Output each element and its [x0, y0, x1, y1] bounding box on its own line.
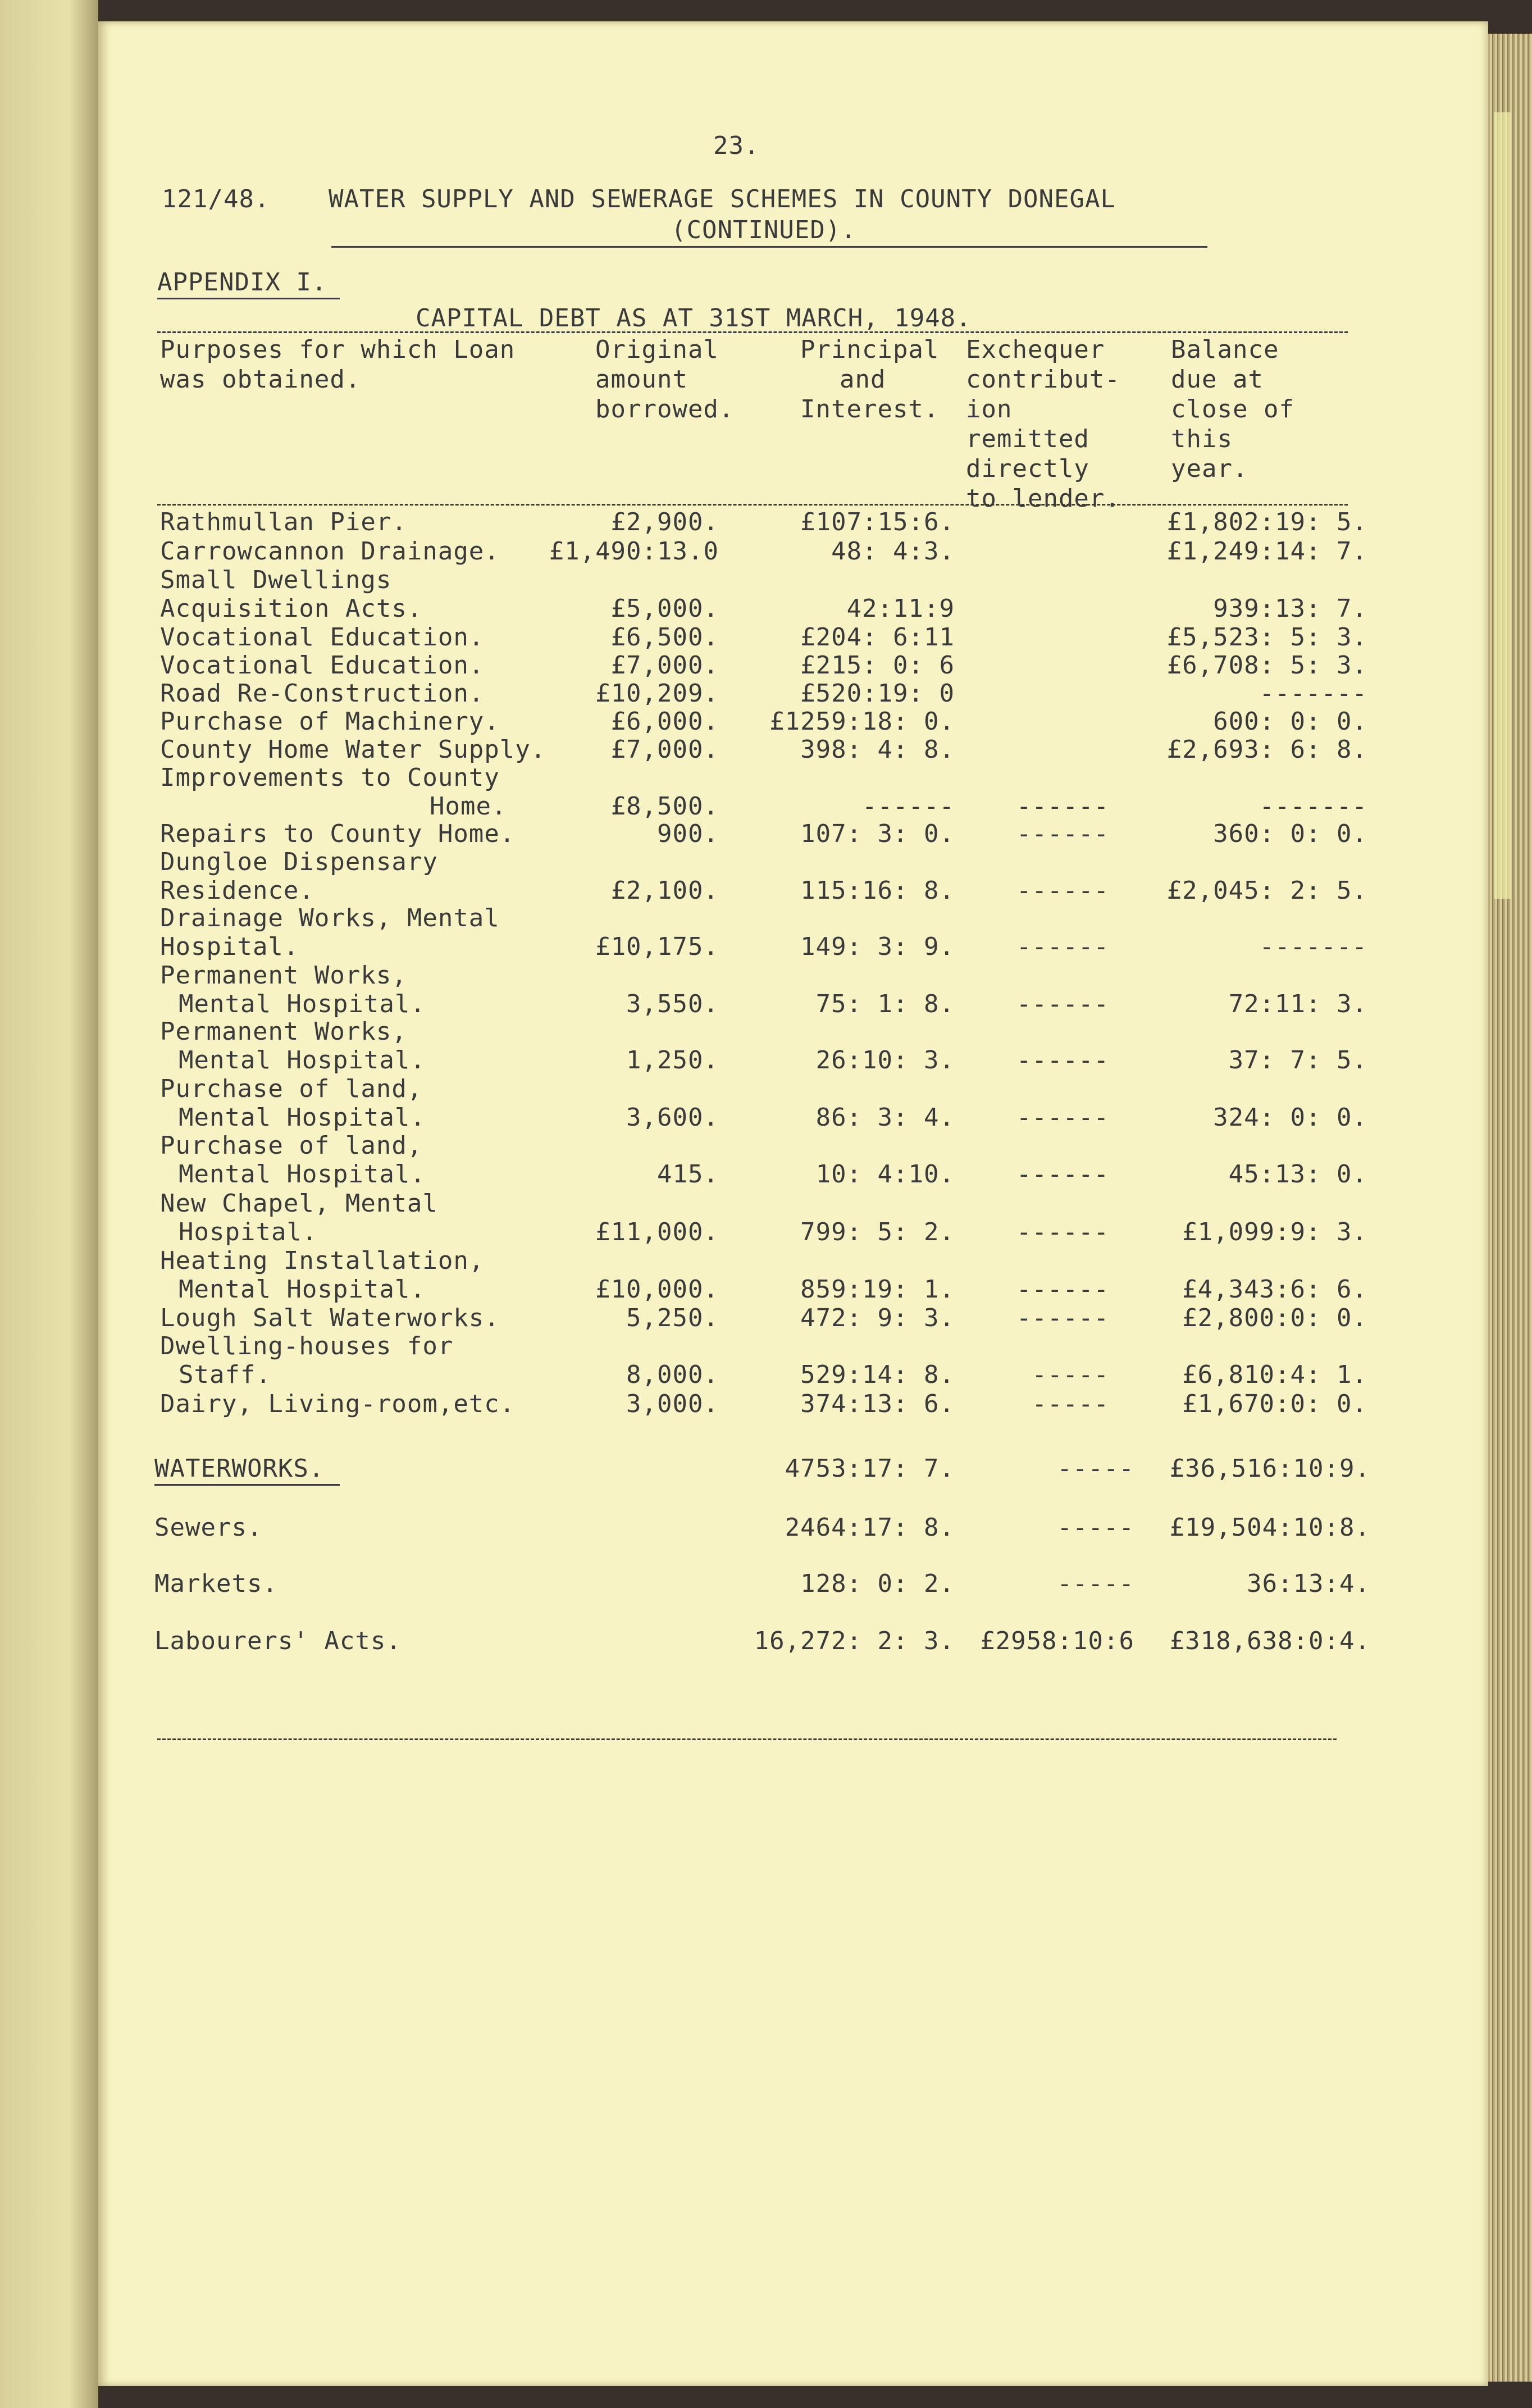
header-exchequer: Exchequer: [966, 335, 1105, 364]
row-principal-interest: £107:15:6.: [800, 508, 955, 536]
row-purpose: Hospital.: [179, 1218, 318, 1246]
row-original-amount: 1,250.: [626, 1046, 719, 1075]
row-principal-interest: £1259:18: 0.: [769, 707, 955, 736]
header-principal: Principal: [800, 335, 940, 364]
row-balance: 37: 7: 5.: [1228, 1046, 1367, 1075]
row-principal-interest: £215: 0: 6: [800, 651, 955, 680]
table-top-rule: [157, 331, 1348, 333]
row-purpose: Improvements to County: [160, 763, 500, 792]
row-balance: 360: 0: 0.: [1213, 820, 1367, 848]
row-purpose: Staff.: [179, 1360, 271, 1389]
row-balance: £6,810:4: 1.: [1182, 1360, 1367, 1389]
row-purpose: Heating Installation,: [160, 1246, 485, 1275]
row-balance: £2,693: 6: 8.: [1166, 735, 1367, 764]
row-balance: 324: 0: 0.: [1213, 1103, 1367, 1132]
summary-label: Markets.: [154, 1569, 278, 1598]
row-balance: -------: [1259, 932, 1367, 961]
row-purpose: Small Dwellings: [160, 566, 392, 594]
row-purpose: Purchase of land,: [160, 1075, 423, 1103]
row-balance: £1,249:14: 7.: [1166, 537, 1367, 566]
row-purpose: Carrowcannon Drainage.: [160, 537, 500, 566]
row-balance: 600: 0: 0.: [1213, 707, 1367, 736]
row-balance: £4,343:6: 6.: [1182, 1275, 1367, 1304]
header-exchequer: remitted: [966, 425, 1089, 453]
row-balance: 72:11: 3.: [1228, 990, 1367, 1018]
row-purpose: Rathmullan Pier.: [160, 508, 407, 536]
row-purpose: County Home Water Supply.: [160, 735, 546, 764]
row-purpose: Permanent Works,: [160, 961, 407, 990]
header-exchequer: contribut-: [966, 365, 1120, 394]
row-exchequer: ------: [1016, 820, 1109, 848]
row-principal-interest: 42:11:9: [846, 594, 955, 623]
row-purpose: Dairy, Living-room,etc.: [160, 1390, 516, 1418]
header-balance: year.: [1171, 454, 1248, 483]
row-principal-interest: 115:16: 8.: [800, 876, 955, 905]
header-original: amount: [595, 365, 688, 394]
summary-exchequer: -----: [1057, 1454, 1134, 1483]
row-purpose: Purchase of land,: [160, 1131, 423, 1160]
row-balance: £5,523: 5: 3.: [1166, 623, 1367, 652]
row-balance: -------: [1259, 679, 1367, 708]
row-purpose: Home.: [430, 792, 507, 821]
row-purpose: Purchase of Machinery.: [160, 707, 500, 736]
row-exchequer: ------: [1016, 1275, 1109, 1304]
row-principal-interest: 75: 1: 8.: [815, 990, 955, 1018]
row-principal-interest: 86: 3: 4.: [815, 1103, 955, 1132]
row-principal-interest: 472: 9: 3.: [800, 1304, 955, 1332]
row-original-amount: £8,500.: [610, 792, 719, 821]
row-original-amount: £7,000.: [610, 735, 719, 764]
row-principal-interest: 398: 4: 8.: [800, 735, 955, 764]
row-principal-interest: 799: 5: 2.: [800, 1218, 955, 1246]
row-principal-interest: 48: 4:3.: [831, 537, 955, 566]
header-balance: Balance: [1171, 335, 1279, 364]
row-purpose: Dwelling-houses for: [160, 1332, 454, 1360]
row-original-amount: £10,175.: [595, 932, 719, 961]
row-principal-interest: 859:19: 1.: [800, 1275, 955, 1304]
summary-exchequer: -----: [1057, 1569, 1134, 1598]
summary-exchequer: £2958:10:6: [980, 1627, 1134, 1655]
row-balance: £1,670:0: 0.: [1182, 1390, 1367, 1418]
waterworks-underline: [154, 1484, 340, 1486]
row-exchequer: -----: [1032, 1360, 1109, 1389]
row-purpose: Mental Hospital.: [179, 1160, 426, 1189]
summary-label: Labourers' Acts.: [154, 1627, 402, 1655]
row-original-amount: £2,100.: [610, 876, 719, 905]
summary-principal-interest: 128: 0: 2.: [800, 1569, 955, 1598]
row-original-amount: 900.: [657, 820, 719, 848]
row-principal-interest: £520:19: 0: [800, 679, 955, 708]
header-purpose: was obtained.: [160, 365, 361, 394]
row-original-amount: 5,250.: [626, 1304, 719, 1332]
row-purpose: Mental Hospital.: [179, 1275, 426, 1304]
row-purpose: Repairs to County Home.: [160, 820, 516, 848]
document-title-continued: (CONTINUED).: [671, 216, 856, 244]
row-purpose: New Chapel, Mental: [160, 1189, 438, 1218]
row-original-amount: 3,000.: [626, 1390, 719, 1418]
header-bottom-rule: [157, 504, 1348, 506]
row-original-amount: 3,550.: [626, 990, 719, 1018]
row-balance: £1,802:19: 5.: [1166, 508, 1367, 536]
row-exchequer: ------: [1016, 990, 1109, 1018]
summary-principal-interest: 2464:17: 8.: [785, 1513, 955, 1542]
document-title: WATER SUPPLY AND SEWERAGE SCHEMES IN COUNTY DONEGAL: [329, 185, 1116, 213]
row-principal-interest: 529:14: 8.: [800, 1360, 955, 1389]
row-principal-interest: £204: 6:11: [800, 623, 955, 652]
summary-label: Sewers.: [154, 1513, 263, 1542]
row-exchequer: ------: [1016, 1046, 1109, 1075]
row-original-amount: £7,000.: [610, 651, 719, 680]
summary-principal-interest: 16,272: 2: 3.: [754, 1627, 955, 1655]
header-principal: Interest.: [800, 395, 940, 424]
row-exchequer: ------: [1016, 1304, 1109, 1332]
header-balance: close of: [1171, 395, 1294, 424]
summary-balance: £19,504:10:8.: [1169, 1513, 1370, 1542]
title-underline: [331, 246, 1207, 248]
row-balance: 45:13: 0.: [1228, 1160, 1367, 1189]
row-exchequer: -----: [1032, 1390, 1109, 1418]
page-bottom-rule: [157, 1738, 1337, 1740]
row-purpose: Residence.: [160, 876, 314, 905]
row-purpose: Drainage Works, Mental: [160, 904, 500, 932]
appendix-underline: [157, 298, 340, 299]
row-original-amount: £10,000.: [595, 1275, 719, 1304]
summary-balance: 36:13:4.: [1247, 1569, 1370, 1598]
row-purpose: Hospital.: [160, 932, 299, 961]
row-purpose: Vocational Education.: [160, 651, 485, 680]
row-principal-interest: 10: 4:10.: [815, 1160, 955, 1189]
row-purpose: Road Re-Construction.: [160, 679, 485, 708]
row-principal-interest: 107: 3: 0.: [800, 820, 955, 848]
row-balance: £6,708: 5: 3.: [1166, 651, 1367, 680]
row-purpose: Vocational Education.: [160, 623, 485, 652]
row-original-amount: 3,600.: [626, 1103, 719, 1132]
row-original-amount: £1,490:13.0: [549, 537, 719, 566]
summary-balance: £36,516:10:9.: [1169, 1454, 1370, 1483]
row-original-amount: 415.: [657, 1160, 719, 1189]
row-principal-interest: ------: [862, 792, 955, 821]
row-principal-interest: 26:10: 3.: [815, 1046, 955, 1075]
row-original-amount: £6,000.: [610, 707, 719, 736]
row-principal-interest: 149: 3: 9.: [800, 932, 955, 961]
row-original-amount: 8,000.: [626, 1360, 719, 1389]
row-exchequer: ------: [1016, 1218, 1109, 1246]
row-purpose: Acquisition Acts.: [160, 594, 423, 623]
summary-balance: £318,638:0:4.: [1169, 1627, 1370, 1655]
header-balance: this: [1171, 425, 1233, 453]
row-exchequer: ------: [1016, 792, 1109, 821]
row-original-amount: £11,000.: [595, 1218, 719, 1246]
header-balance: due at: [1171, 365, 1264, 394]
row-principal-interest: 374:13: 6.: [800, 1390, 955, 1418]
row-original-amount: £6,500.: [610, 623, 719, 652]
header-original: Original: [595, 335, 719, 364]
row-purpose: Lough Salt Waterworks.: [160, 1304, 500, 1332]
reference-number: 121/48.: [162, 185, 270, 213]
header-exchequer: ion: [966, 395, 1013, 424]
header-exchequer: to lender.: [966, 484, 1120, 513]
row-exchequer: ------: [1016, 876, 1109, 905]
row-purpose: Mental Hospital.: [179, 1103, 426, 1132]
row-balance: -------: [1259, 792, 1367, 821]
summary-exchequer: -----: [1057, 1513, 1134, 1542]
row-purpose: Mental Hospital.: [179, 990, 426, 1018]
appendix-heading: APPENDIX I.: [157, 268, 327, 297]
row-balance: £2,045: 2: 5.: [1166, 876, 1367, 905]
summary-label: WATERWORKS.: [154, 1454, 325, 1483]
header-purpose: Purposes for which Loan: [160, 335, 516, 364]
row-purpose: Mental Hospital.: [179, 1046, 426, 1075]
row-exchequer: ------: [1016, 932, 1109, 961]
row-purpose: Dungloe Dispensary: [160, 848, 438, 876]
row-exchequer: ------: [1016, 1160, 1109, 1189]
row-balance: 939:13: 7.: [1213, 594, 1367, 623]
row-original-amount: £10,209.: [595, 679, 719, 708]
row-balance: £2,800:0: 0.: [1182, 1304, 1367, 1332]
row-original-amount: £2,900.: [610, 508, 719, 536]
table-title: CAPITAL DEBT AS AT 31ST MARCH, 1948.: [416, 304, 972, 333]
header-principal: and: [840, 365, 886, 394]
summary-principal-interest: 4753:17: 7.: [785, 1454, 955, 1483]
row-purpose: Permanent Works,: [160, 1017, 407, 1046]
header-original: borrowed.: [595, 395, 735, 424]
row-original-amount: £5,000.: [610, 594, 719, 623]
row-exchequer: ------: [1016, 1103, 1109, 1132]
row-balance: £1,099:9: 3.: [1182, 1218, 1367, 1246]
header-exchequer: directly: [966, 454, 1089, 483]
page-number: 23.: [713, 131, 760, 160]
